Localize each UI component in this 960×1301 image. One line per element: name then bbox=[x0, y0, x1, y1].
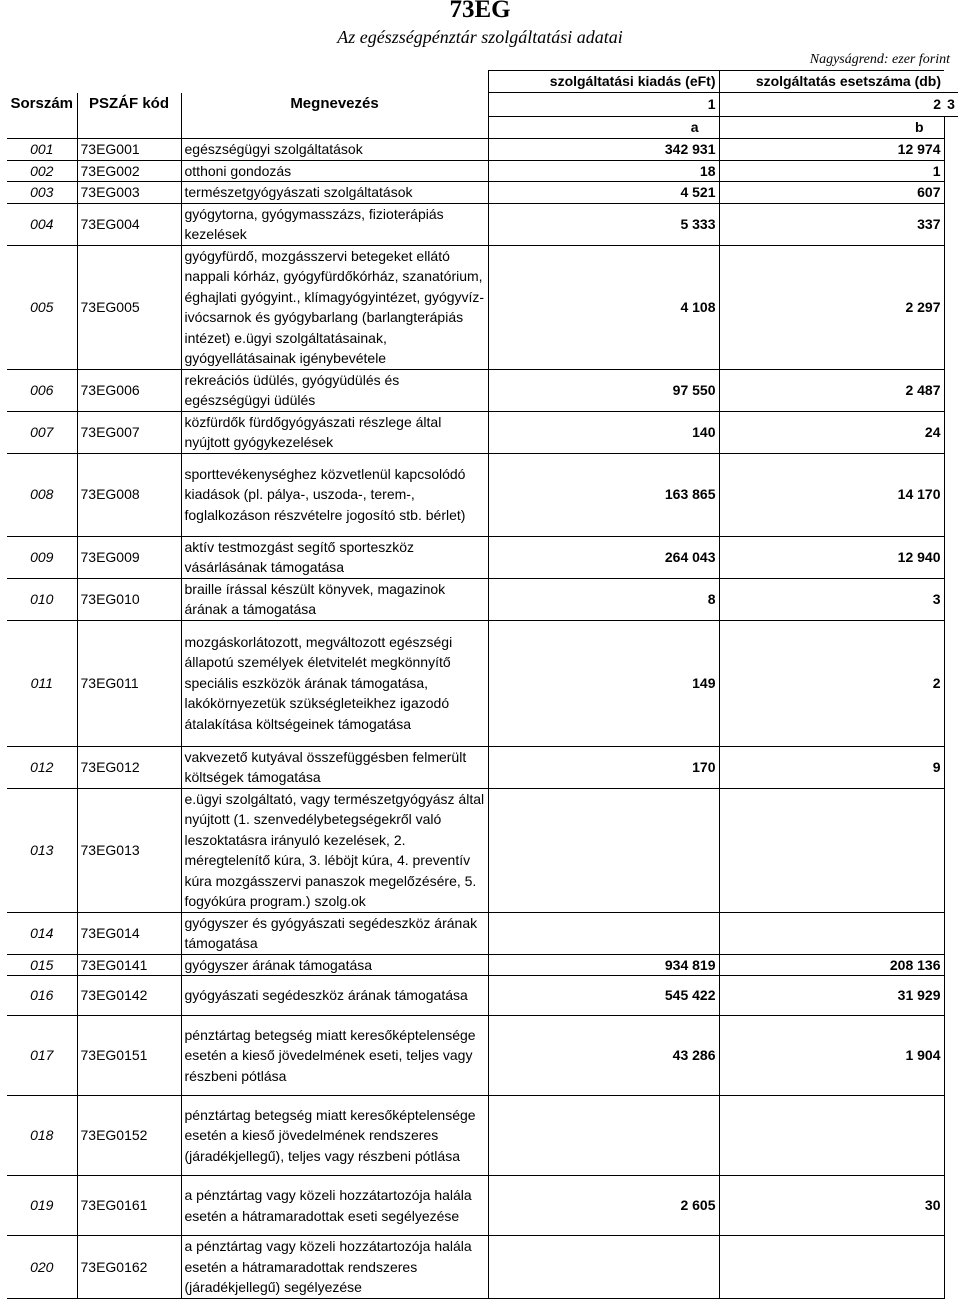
page-subtitle: Az egészségpénztár szolgáltatási adatai bbox=[337, 27, 623, 47]
row-value-kiadas: 163 865 bbox=[488, 453, 719, 536]
row-code: 73EG0162 bbox=[77, 1236, 181, 1299]
table-row bbox=[7, 746, 958, 788]
row-number: 003 bbox=[7, 182, 77, 204]
row-code: 73EG011 bbox=[77, 620, 181, 746]
row-name: gyógyszer és gyógyászati segédeszköz árának támogatása bbox=[181, 912, 488, 954]
unit-note: Nagyságrend: ezer forint bbox=[809, 52, 950, 67]
row-code: 73EG013 bbox=[77, 788, 181, 912]
row-value-esetszam: 208 136 bbox=[719, 954, 944, 976]
row-value-kiadas: 149 bbox=[488, 620, 719, 746]
row-value-esetszam: 2 bbox=[719, 620, 944, 746]
row-value-esetszam: 2 297 bbox=[719, 245, 944, 369]
row-number: 005 bbox=[7, 245, 77, 369]
row-number: 016 bbox=[7, 976, 77, 1016]
row-name: gyógyfürdő, mozgásszervi betegeket ellátó nappali kórház, gyógyfürdőkórház, szanatórium, éghajlati gyógyint., klímagyógyintézet, gyógyvíz-ivócsarnok és gyógybarlang (barlangterápiás intézet) e.ügyi szolgáltatásainak, gyógyellátásainak igénybevétele bbox=[181, 245, 488, 369]
row-value-kiadas bbox=[488, 788, 719, 912]
row-code: 73EG007 bbox=[77, 411, 181, 453]
row-code: 73EG005 bbox=[77, 245, 181, 369]
row-code: 73EG003 bbox=[77, 182, 181, 204]
row-name: gyógytorna, gyógymasszázs, fizioterápiás kezelések bbox=[181, 203, 488, 245]
row-value-kiadas: 43 286 bbox=[488, 1016, 719, 1096]
table-row bbox=[7, 160, 958, 182]
row-name: gyógyászati segédeszköz árának támogatása bbox=[181, 976, 488, 1016]
row-name: pénztártag betegség miatt keresőképtelensége esetén a kieső jövedelmének rendszeres (járadékjellegű), teljes vagy részbeni pótlása bbox=[181, 1096, 488, 1176]
table-row bbox=[7, 536, 958, 578]
row-number: 002 bbox=[7, 160, 77, 182]
row-value-esetszam: 3 bbox=[719, 578, 944, 620]
row-value-kiadas: 545 422 bbox=[488, 976, 719, 1016]
col-number-1: 1 bbox=[488, 93, 719, 117]
header-row-letters bbox=[7, 117, 958, 139]
table-row bbox=[7, 1176, 958, 1236]
table-row bbox=[7, 411, 958, 453]
row-value-esetszam: 31 929 bbox=[719, 976, 944, 1016]
row-name: természetgyógyászati szolgáltatások bbox=[181, 182, 488, 204]
row-number: 017 bbox=[7, 1016, 77, 1096]
row-value-esetszam: 607 bbox=[719, 182, 944, 204]
col-number-2: 2 bbox=[719, 93, 944, 117]
row-code: 73EG009 bbox=[77, 536, 181, 578]
row-value-kiadas: 5 333 bbox=[488, 203, 719, 245]
row-value-esetszam: 9 bbox=[719, 746, 944, 788]
row-value-esetszam: 1 bbox=[719, 160, 944, 182]
row-value-esetszam: 14 170 bbox=[719, 453, 944, 536]
table-row bbox=[7, 1236, 958, 1299]
row-value-esetszam bbox=[719, 1096, 944, 1176]
row-number: 011 bbox=[7, 620, 77, 746]
row-code: 73EG010 bbox=[77, 578, 181, 620]
row-code: 73EG0152 bbox=[77, 1096, 181, 1176]
col-header-sorszam: Sorszám bbox=[7, 93, 77, 117]
col-header-pszaf-kod: PSZÁF kód bbox=[77, 93, 181, 117]
row-name: egészségügyi szolgáltatások bbox=[181, 139, 488, 161]
row-value-kiadas: 18 bbox=[488, 160, 719, 182]
col-number-3: 3 bbox=[944, 93, 958, 117]
row-value-kiadas: 140 bbox=[488, 411, 719, 453]
row-value-esetszam: 12 974 bbox=[719, 139, 944, 161]
row-code: 73EG006 bbox=[77, 369, 181, 411]
row-code: 73EG0151 bbox=[77, 1016, 181, 1096]
row-value-esetszam bbox=[719, 912, 944, 954]
row-code: 73EG012 bbox=[77, 746, 181, 788]
row-code: 73EG004 bbox=[77, 203, 181, 245]
table-row bbox=[7, 620, 958, 746]
row-name: otthoni gondozás bbox=[181, 160, 488, 182]
table-row bbox=[7, 369, 958, 411]
row-number: 006 bbox=[7, 369, 77, 411]
row-number: 007 bbox=[7, 411, 77, 453]
services-table bbox=[7, 70, 958, 1299]
table-row bbox=[7, 139, 958, 161]
row-code: 73EG008 bbox=[77, 453, 181, 536]
row-number: 014 bbox=[7, 912, 77, 954]
row-value-kiadas: 170 bbox=[488, 746, 719, 788]
row-number: 009 bbox=[7, 536, 77, 578]
page-title: 73EG bbox=[449, 0, 511, 23]
row-number: 010 bbox=[7, 578, 77, 620]
row-value-kiadas: 4 521 bbox=[488, 182, 719, 204]
row-number: 020 bbox=[7, 1236, 77, 1299]
row-number: 004 bbox=[7, 203, 77, 245]
header-row-numbers bbox=[7, 93, 958, 117]
row-value-esetszam: 24 bbox=[719, 411, 944, 453]
row-value-kiadas: 2 605 bbox=[488, 1176, 719, 1236]
row-value-kiadas: 97 550 bbox=[488, 369, 719, 411]
row-name: aktív testmozgást segítő sporteszköz vásárlásának támogatása bbox=[181, 536, 488, 578]
row-value-esetszam bbox=[719, 1236, 944, 1299]
row-name: sporttevékenységhez közvetlenül kapcsolódó kiadások (pl. pálya-, uszoda-, terem-, foglalkozáson részvételre jogosító stb. bérlet) bbox=[181, 453, 488, 536]
table-row bbox=[7, 912, 958, 954]
table-row bbox=[7, 954, 958, 976]
table-row bbox=[7, 182, 958, 204]
table-row bbox=[7, 976, 958, 1016]
row-number: 013 bbox=[7, 788, 77, 912]
row-value-kiadas bbox=[488, 1236, 719, 1299]
row-name: mozgáskorlátozott, megváltozott egészségi állapotú személyek életvitelét megkönnyítő speciális eszközök árának támogatása, lakókörnyezetük szükségleteikhez igazodó átalakítása költségeinek támogatása bbox=[181, 620, 488, 746]
col-header-megnevezes: Megnevezés bbox=[181, 93, 488, 117]
row-value-esetszam: 30 bbox=[719, 1176, 944, 1236]
row-number: 008 bbox=[7, 453, 77, 536]
col-header-kiadas: szolgáltatási kiadás (eFt) bbox=[488, 71, 719, 93]
row-number: 012 bbox=[7, 746, 77, 788]
row-code: 73EG0161 bbox=[77, 1176, 181, 1236]
row-name: rekreációs üdülés, gyógyüdülés és egészségügyi üdülés bbox=[181, 369, 488, 411]
row-value-esetszam: 1 904 bbox=[719, 1016, 944, 1096]
row-value-esetszam: 12 940 bbox=[719, 536, 944, 578]
table-row bbox=[7, 1096, 958, 1176]
row-code: 73EG002 bbox=[77, 160, 181, 182]
row-value-esetszam: 2 487 bbox=[719, 369, 944, 411]
row-name: a pénztártag vagy közeli hozzátartozója halála esetén a hátramaradottak eseti segélyezése bbox=[181, 1176, 488, 1236]
row-number: 018 bbox=[7, 1096, 77, 1176]
row-code: 73EG014 bbox=[77, 912, 181, 954]
row-code: 73EG001 bbox=[77, 139, 181, 161]
row-name: a pénztártag vagy közeli hozzátartozója halála esetén a hátramaradottak rendszeres (járadékjellegű) segélyezése bbox=[181, 1236, 488, 1299]
table-row bbox=[7, 1016, 958, 1096]
row-value-esetszam: 337 bbox=[719, 203, 944, 245]
row-value-kiadas: 8 bbox=[488, 578, 719, 620]
row-name: e.ügyi szolgáltató, vagy természetgyógyász által nyújtott (1. szenvedélybetegségekről való leszoktatásra irányuló kezelések, 2. méregtelenítő kúra, 3. léböjt kúra, 4. preventív kúra mozgásszervi panaszok megelőzésére, 5. fogyókúra program.) szolg.ok bbox=[181, 788, 488, 912]
row-value-esetszam bbox=[719, 788, 944, 912]
row-name: gyógyszer árának támogatása bbox=[181, 954, 488, 976]
col-header-esetszam: szolgáltatás esetszáma (db) bbox=[719, 71, 944, 93]
table-row bbox=[7, 203, 958, 245]
row-value-kiadas: 934 819 bbox=[488, 954, 719, 976]
col-letter-a: a bbox=[488, 117, 719, 139]
row-name: pénztártag betegség miatt keresőképtelensége esetén a kieső jövedelmének eseti, teljes vagy részbeni pótlása bbox=[181, 1016, 488, 1096]
table-row bbox=[7, 788, 958, 912]
row-name: közfürdők fürdőgyógyászati részlege által nyújtott gyógykezelések bbox=[181, 411, 488, 453]
row-code: 73EG0142 bbox=[77, 976, 181, 1016]
row-code: 73EG0141 bbox=[77, 954, 181, 976]
row-value-kiadas bbox=[488, 1096, 719, 1176]
row-name: braille írással készült könyvek, magazinok árának a támogatása bbox=[181, 578, 488, 620]
col-letter-b: b bbox=[719, 117, 944, 139]
row-name: vakvezető kutyával összefüggésben felmerült költségek támogatása bbox=[181, 746, 488, 788]
row-number: 015 bbox=[7, 954, 77, 976]
row-number: 019 bbox=[7, 1176, 77, 1236]
row-value-kiadas: 342 931 bbox=[488, 139, 719, 161]
row-number: 001 bbox=[7, 139, 77, 161]
row-value-kiadas bbox=[488, 912, 719, 954]
header-row-groups bbox=[7, 71, 958, 93]
table-row bbox=[7, 245, 958, 369]
row-value-kiadas: 264 043 bbox=[488, 536, 719, 578]
row-value-kiadas: 4 108 bbox=[488, 245, 719, 369]
table-row bbox=[7, 578, 958, 620]
table-row bbox=[7, 453, 958, 536]
